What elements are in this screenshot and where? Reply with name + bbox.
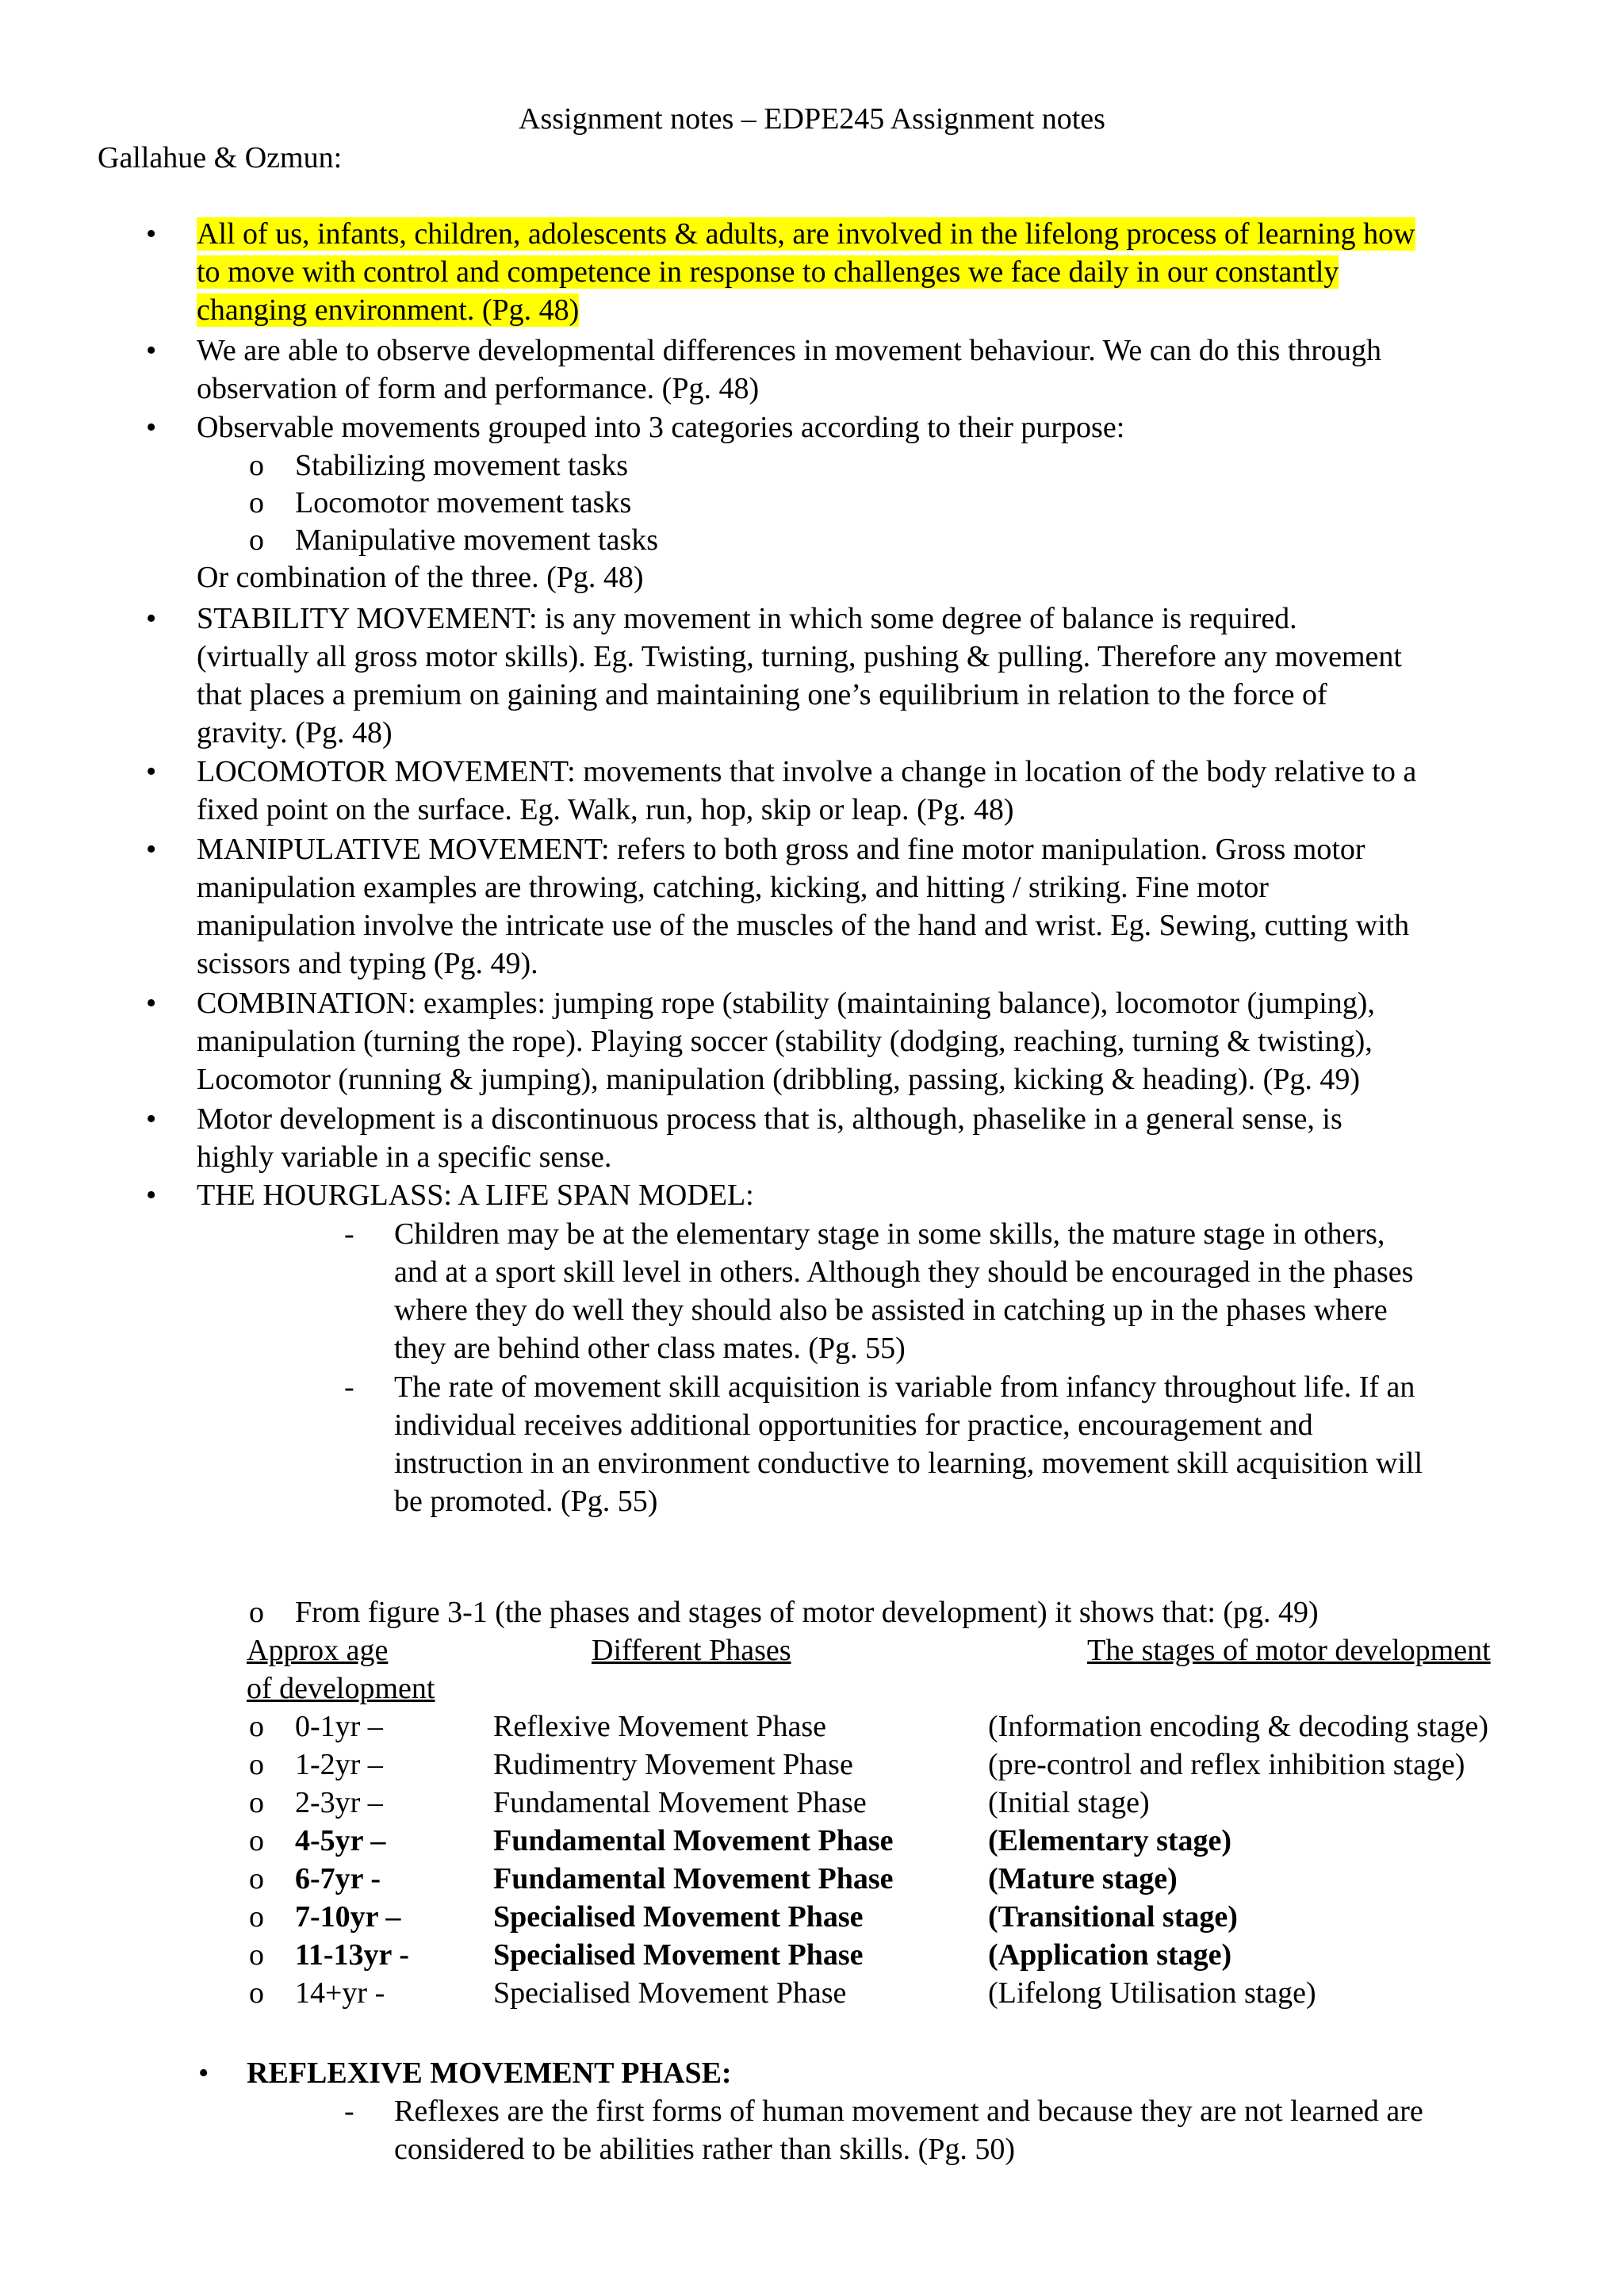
text-line: Motor development is a discontinuous process that is, although, phaselike in a general sense, is xyxy=(197,1102,1342,1136)
bullet-icon: • xyxy=(146,411,157,444)
sub-item: Locomotor movement tasks xyxy=(295,486,632,519)
dash-item xyxy=(394,2092,1552,2168)
table-cell-age: 4-5yr – xyxy=(295,1824,386,1857)
document-title: Assignment notes – EDPE245 Assignment notes xyxy=(519,102,1105,136)
dash-bullet-icon: - xyxy=(344,1217,354,1251)
bullet-icon: • xyxy=(198,2056,209,2090)
text-line: Or combination of the three. (Pg. 48) xyxy=(197,561,644,594)
table-cell-phase: Rudimentry Movement Phase xyxy=(493,1748,853,1781)
sub-item: Manipulative movement tasks xyxy=(295,523,659,557)
text-line: Reflexes are the first forms of human movement and because they are not learned are xyxy=(394,2095,1423,2128)
table-cell-stage: (Mature stage) xyxy=(988,1862,1178,1895)
bullet-icon: • xyxy=(146,1102,157,1136)
circle-bullet-icon: o xyxy=(249,523,264,557)
highlighted-text: All of us, infants, children, adolescents & adults, are involved in the lifelong process of learning how xyxy=(197,217,1415,251)
circle-bullet-icon: o xyxy=(249,1596,264,1629)
text-line: The rate of movement skill acquisition is variable from infancy throughout life. If an xyxy=(394,1370,1415,1404)
figure-intro: From figure 3-1 (the phases and stages of motor development) it shows that: (pg. 49) xyxy=(295,1596,1319,1629)
table-cell-phase: Fundamental Movement Phase xyxy=(493,1862,894,1895)
bullet-item-9: THE HOURGLASS: A LIFE SPAN MODEL: xyxy=(197,1179,754,1212)
column-header-age: Approx age xyxy=(247,1634,389,1667)
text-line: COMBINATION: examples: jumping rope (stability (maintaining balance), locomotor (jumping), xyxy=(197,987,1375,1020)
table-cell-stage: (Lifelong Utilisation stage) xyxy=(988,1976,1316,2010)
circle-bullet-icon: o xyxy=(249,1824,264,1857)
table-cell-age: 14+yr - xyxy=(295,1976,385,2010)
table-cell-stage: (Application stage) xyxy=(988,1938,1232,1972)
circle-bullet-icon: o xyxy=(249,1938,264,1972)
table-cell-stage: (Transitional stage) xyxy=(988,1900,1238,1934)
table-cell-age: 1-2yr – xyxy=(295,1748,383,1781)
circle-bullet-icon: o xyxy=(249,1976,264,2010)
circle-bullet-icon: o xyxy=(249,1900,264,1934)
author-heading: Gallahue & Ozmun: xyxy=(98,141,343,174)
text-line: highly variable in a specific sense. xyxy=(197,1140,612,1174)
bullet-item-1 xyxy=(197,215,1545,329)
table-cell-phase: Specialised Movement Phase xyxy=(493,1976,847,2010)
sub-item: Stabilizing movement tasks xyxy=(295,449,629,482)
bullet-item-6 xyxy=(197,830,1545,983)
dash-bullet-icon: - xyxy=(344,2095,354,2128)
text-line: individual receives additional opportunities for practice, encouragement and xyxy=(394,1409,1313,1442)
bullet-icon: • xyxy=(146,602,157,635)
table-cell-age: 6-7yr - xyxy=(295,1862,381,1895)
bullet-icon: • xyxy=(146,833,157,866)
bullet-icon: • xyxy=(146,987,157,1020)
text-line: MANIPULATIVE MOVEMENT: refers to both gross and fine motor manipulation. Gross motor xyxy=(197,833,1365,866)
column-header-stage: The stages of motor development xyxy=(1087,1634,1491,1667)
text-line: manipulation examples are throwing, catching, kicking, and hitting / striking. Fine motor xyxy=(197,871,1269,904)
text-line: observation of form and performance. (Pg. 48) xyxy=(197,372,760,405)
table-cell-age: 2-3yr – xyxy=(295,1786,383,1819)
bullet-icon: • xyxy=(146,217,157,251)
text-line: gravity. (Pg. 48) xyxy=(197,716,393,749)
circle-bullet-icon: o xyxy=(249,1786,264,1819)
bullet-item-7 xyxy=(197,984,1545,1098)
table-cell-stage: (pre-control and reflex inhibition stage) xyxy=(988,1748,1465,1781)
circle-bullet-icon: o xyxy=(249,1862,264,1895)
dash-item xyxy=(394,1368,1552,1520)
dash-item xyxy=(394,1215,1552,1367)
text-line: considered to be abilities rather than skills. (Pg. 50) xyxy=(394,2133,1016,2166)
text-line: (virtually all gross motor skills). Eg. Twisting, turning, pushing & pulling. Therefore any movement xyxy=(197,640,1402,673)
table-cell-phase: Specialised Movement Phase xyxy=(493,1938,864,1972)
text-line: and at a sport skill level in others. Although they should be encouraged in the phases xyxy=(394,1255,1414,1289)
table-cell-stage: (Elementary stage) xyxy=(988,1824,1232,1857)
text-line: manipulation (turning the rope). Playing soccer (stability (dodging, reaching, turning & twisting), xyxy=(197,1025,1373,1058)
bullet-item-8 xyxy=(197,1100,1545,1176)
text-line: scissors and typing (Pg. 49). xyxy=(197,947,538,980)
table-cell-stage: (Initial stage) xyxy=(988,1786,1150,1819)
circle-bullet-icon: o xyxy=(249,449,264,482)
section-heading-reflexive: REFLEXIVE MOVEMENT PHASE: xyxy=(247,2056,732,2090)
table-cell-age: 0-1yr – xyxy=(295,1710,383,1743)
text-line: Locomotor (running & jumping), manipulation (dribbling, passing, kicking & heading). (Pg. 49) xyxy=(197,1063,1361,1096)
bullet-item-2 xyxy=(197,332,1545,408)
bullet-item-3: Observable movements grouped into 3 categories according to their purpose: xyxy=(197,411,1125,444)
bullet-icon: • xyxy=(146,1179,157,1212)
table-cell-age: 11-13yr - xyxy=(295,1938,409,1972)
table-cell-age: 7-10yr – xyxy=(295,1900,401,1934)
text-line: LOCOMOTOR MOVEMENT: movements that involve a change in location of the body relative to a xyxy=(197,755,1417,788)
bullet-item-4 xyxy=(197,600,1545,752)
table-cell-phase: Specialised Movement Phase xyxy=(493,1900,864,1934)
table-cell-phase: Reflexive Movement Phase xyxy=(493,1710,827,1743)
text-line: manipulation involve the intricate use of the muscles of the hand and wrist. Eg. Sewing, cutting with xyxy=(197,909,1410,942)
table-cell-stage: (Information encoding & decoding stage) xyxy=(988,1710,1489,1743)
circle-bullet-icon: o xyxy=(249,1748,264,1781)
text-line: be promoted. (Pg. 55) xyxy=(394,1485,658,1518)
highlighted-text: changing environment. (Pg. 48) xyxy=(197,293,580,327)
bullet-icon: • xyxy=(146,755,157,788)
dash-bullet-icon: - xyxy=(344,1370,354,1404)
column-header-phase: Different Phases xyxy=(592,1634,791,1667)
text-line: We are able to observe developmental differences in movement behaviour. We can do this through xyxy=(197,334,1382,367)
text-line: STABILITY MOVEMENT: is any movement in which some degree of balance is required. xyxy=(197,602,1297,635)
table-cell-phase: Fundamental Movement Phase xyxy=(493,1786,867,1819)
text-line: Children may be at the elementary stage in some skills, the mature stage in others, xyxy=(394,1217,1385,1251)
circle-bullet-icon: o xyxy=(249,486,264,519)
text-line: they are behind other class mates. (Pg. 55) xyxy=(394,1332,906,1365)
text-line: that places a premium on gaining and maintaining one’s equilibrium in relation to the force of xyxy=(197,678,1327,711)
bullet-icon: • xyxy=(146,334,157,367)
text-line: instruction in an environment conductive to learning, movement skill acquisition will xyxy=(394,1447,1423,1480)
table-cell-phase: Fundamental Movement Phase xyxy=(493,1824,894,1857)
text-line: fixed point on the surface. Eg. Walk, run, hop, skip or leap. (Pg. 48) xyxy=(197,793,1014,826)
circle-bullet-icon: o xyxy=(249,1710,264,1743)
highlighted-text: to move with control and competence in response to challenges we face daily in our constantly xyxy=(197,255,1339,289)
bullet-item-5 xyxy=(197,753,1545,829)
text-line: where they do well they should also be assisted in catching up in the phases where xyxy=(394,1294,1388,1327)
column-header-age-line2: of development xyxy=(247,1672,435,1705)
